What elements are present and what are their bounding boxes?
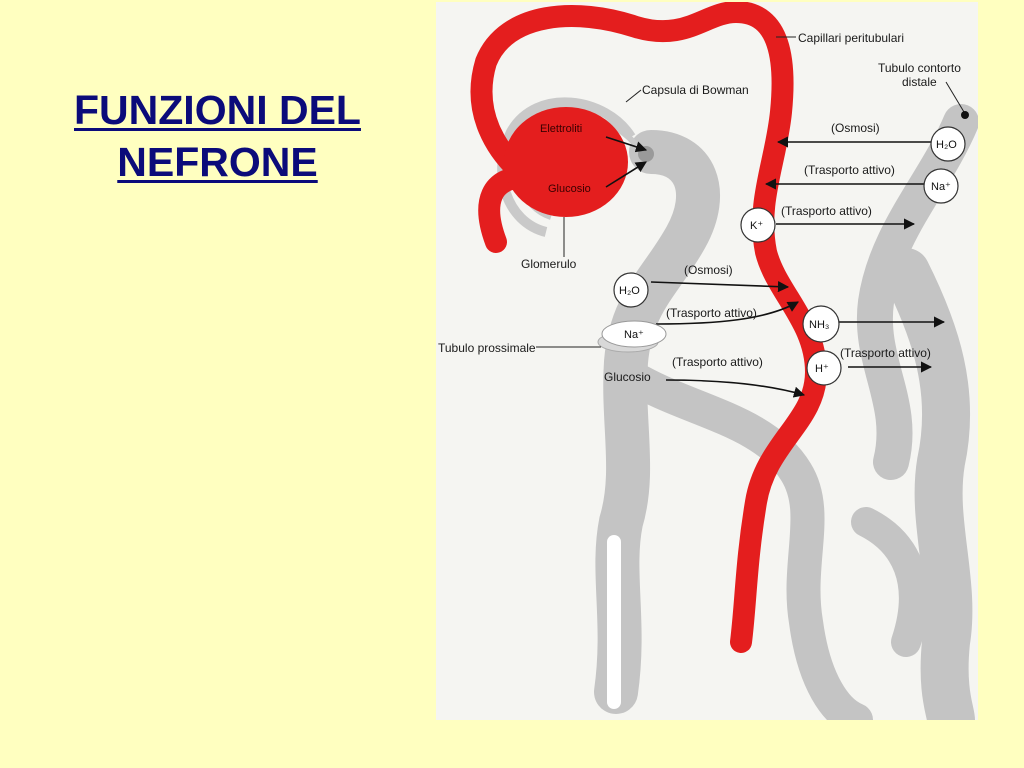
label-glucosio: Glucosio xyxy=(604,370,651,384)
ion-h: H⁺ xyxy=(815,363,829,375)
slide-title xyxy=(40,84,395,188)
process-trasporto-glu: (Trasporto attivo) xyxy=(672,355,763,369)
label-elettroliti: Elettroliti xyxy=(540,123,583,135)
label-glucosio-glomerulo: Glucosio xyxy=(548,183,591,195)
process-osmosi-2: (Osmosi) xyxy=(684,263,733,277)
ion-na-prossimale: Na⁺ xyxy=(624,329,644,341)
label-tubulo-distale-1: Tubulo contorto xyxy=(878,61,961,75)
label-glomerulo: Glomerulo xyxy=(521,257,577,271)
ion-h2o-prossimale: H₂O xyxy=(619,285,640,297)
title-line-1: FUNZIONI DEL xyxy=(74,87,361,133)
label-tubulo-distale-2: distale xyxy=(902,75,937,89)
title-line-2: NEFRONE xyxy=(117,139,318,185)
process-trasporto-k: (Trasporto attivo) xyxy=(781,204,872,218)
process-osmosi-1: (Osmosi) xyxy=(831,121,880,135)
side-duct xyxy=(866,522,914,642)
label-tubulo-prossimale: Tubulo prossimale xyxy=(438,341,536,355)
ion-na-distale: Na⁺ xyxy=(931,181,951,193)
proximal-tubule xyxy=(616,152,698,692)
ion-nh3: NH₃ xyxy=(809,319,830,331)
distal-marker-dot xyxy=(961,111,969,119)
label-capsula: Capsula di Bowman xyxy=(642,83,749,97)
process-trasporto-na2: (Trasporto attivo) xyxy=(666,306,757,320)
process-trasporto-h: (Trasporto attivo) xyxy=(840,346,931,360)
nephron-illustration xyxy=(436,2,978,720)
ion-h2o-distale: H₂O xyxy=(936,139,957,151)
ion-k: K⁺ xyxy=(750,220,764,232)
label-capillari: Capillari peritubulari xyxy=(798,31,905,45)
process-trasporto-na: (Trasporto attivo) xyxy=(804,163,895,177)
nephron-diagram xyxy=(436,2,978,720)
